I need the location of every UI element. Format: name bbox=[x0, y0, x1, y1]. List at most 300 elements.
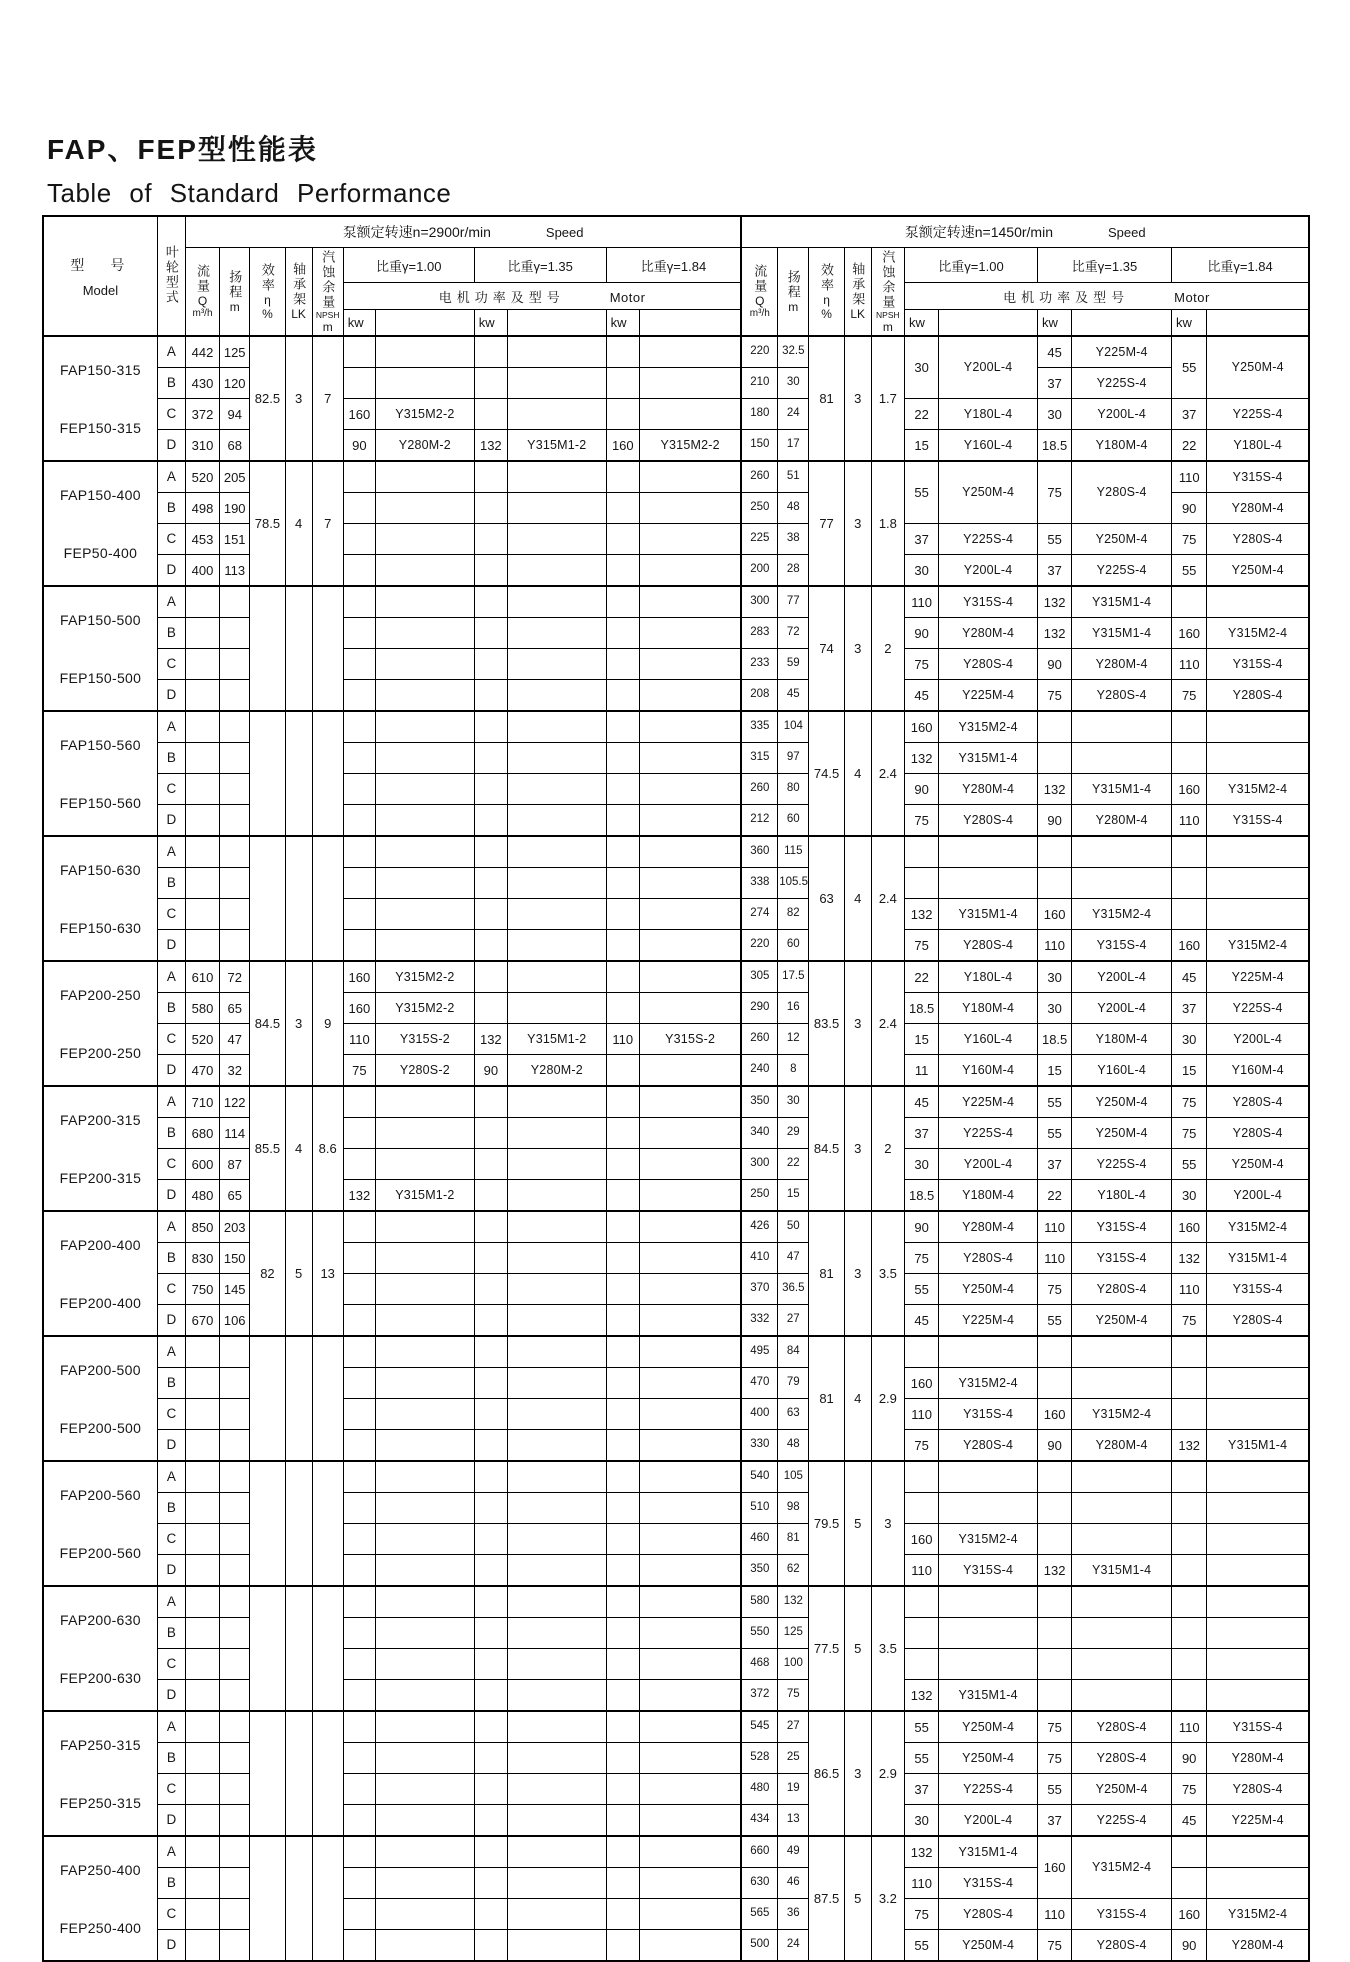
motor-model-1450-cell bbox=[1072, 1680, 1172, 1712]
motor-kw-1450-cell bbox=[1172, 1493, 1207, 1524]
motor-model-2900-cell bbox=[375, 1618, 474, 1649]
motor-model-2900-cell bbox=[507, 805, 606, 837]
motor-kw-2900-cell bbox=[343, 649, 375, 680]
motor-kw-1450-cell bbox=[1172, 743, 1207, 774]
impeller-type-cell: D bbox=[157, 930, 185, 962]
motor-model-2900-cell bbox=[375, 1555, 474, 1587]
flow-2900-cell bbox=[185, 1680, 219, 1712]
flow-1450-cell: 283 bbox=[741, 618, 777, 649]
flow-2900-cell: 610 bbox=[185, 961, 219, 993]
motor-kw-1450-cell bbox=[1037, 868, 1071, 899]
table-row bbox=[43, 743, 1309, 774]
motor-model-1450-cell: Y280S-4 bbox=[1072, 680, 1172, 712]
motor-model-1450-cell: Y280M-4 bbox=[1207, 1930, 1309, 1962]
motor-kw-1450-cell: 30 bbox=[1172, 1180, 1207, 1212]
motor-model-2900-cell bbox=[375, 1305, 474, 1337]
model-name-fap: FAP150-500 bbox=[59, 611, 141, 628]
head-2900-cell bbox=[220, 1618, 250, 1649]
motor-model-1450-cell: Y250M-4 bbox=[939, 1743, 1038, 1774]
motor-kw-1450-cell: 110 bbox=[1037, 930, 1071, 962]
bearing-2900-cell bbox=[285, 836, 312, 961]
motor-kw-2900-cell bbox=[606, 1243, 639, 1274]
motor-model-1450-cell: Y225S-4 bbox=[1072, 1149, 1172, 1180]
motor-model-2900-cell bbox=[507, 743, 606, 774]
head-2900-cell: 47 bbox=[220, 1024, 250, 1055]
table-row bbox=[43, 1836, 1309, 1868]
efficiency-header-1450 bbox=[809, 248, 844, 337]
head-1450-cell: 17.5 bbox=[778, 961, 809, 993]
motor-kw-2900-cell bbox=[474, 1274, 507, 1305]
flow-1450-cell: 340 bbox=[741, 1118, 777, 1149]
motor-kw-2900-cell bbox=[343, 1930, 375, 1962]
motor-model-1450-cell: Y225M-4 bbox=[939, 680, 1038, 712]
flow-1450-cell: 212 bbox=[741, 805, 777, 837]
flow-1450-cell: 315 bbox=[741, 743, 777, 774]
motor-model-1450-cell: Y280M-4 bbox=[1072, 649, 1172, 680]
flow-header-sym: Q bbox=[755, 293, 765, 308]
motor-model-1450-cell: Y200L-4 bbox=[939, 336, 1038, 399]
motor-model-2900-cell: Y280S-2 bbox=[375, 1055, 474, 1087]
kw-header: kw bbox=[1172, 310, 1207, 337]
motor-model-2900-cell bbox=[375, 774, 474, 805]
head-1450-cell: 105 bbox=[778, 1461, 809, 1493]
head-1450-cell: 59 bbox=[778, 649, 809, 680]
head-1450-cell: 27 bbox=[778, 1305, 809, 1337]
motor-kw-2900-cell bbox=[606, 1618, 639, 1649]
flow-2900-cell bbox=[185, 1336, 219, 1368]
flow-2900-cell bbox=[185, 1774, 219, 1805]
motor-kw-2900-cell bbox=[474, 805, 507, 837]
motor-model-2900-cell bbox=[639, 711, 741, 743]
motor-kw-1450-cell bbox=[1172, 836, 1207, 868]
flow-1450-cell: 565 bbox=[741, 1899, 777, 1930]
motor-kw-2900-cell bbox=[474, 618, 507, 649]
model-name-fap: FAP200-400 bbox=[59, 1236, 141, 1253]
motor-model-1450-cell: Y280M-4 bbox=[939, 618, 1038, 649]
motor-kw-1450-cell: 37 bbox=[1037, 1149, 1071, 1180]
flow-header-sym: Q bbox=[197, 293, 208, 308]
motor-kw-2900-cell bbox=[606, 555, 639, 587]
motor-model-2900-cell bbox=[639, 1305, 741, 1337]
motor-model-1450-cell bbox=[939, 868, 1038, 899]
head-2900-cell: 113 bbox=[220, 555, 250, 587]
motor-kw-1450-cell: 37 bbox=[904, 1118, 938, 1149]
motor-kw-1450-cell: 132 bbox=[1172, 1430, 1207, 1462]
motor-kw-2900-cell bbox=[343, 711, 375, 743]
efficiency-1450-cell: 74.5 bbox=[809, 711, 844, 836]
motor-model-1450-cell: Y160M-4 bbox=[1207, 1055, 1309, 1087]
motor-model-1450-cell bbox=[939, 1649, 1038, 1680]
motor-kw-2900-cell bbox=[343, 836, 375, 868]
head-1450-cell: 51 bbox=[778, 461, 809, 493]
motor-kw-1450-cell: 55 bbox=[904, 1743, 938, 1774]
model-cell bbox=[43, 836, 157, 961]
npsh-1450-cell: 2.9 bbox=[871, 1336, 904, 1461]
motor-model-1450-cell: Y180M-4 bbox=[1072, 430, 1172, 462]
motor-model-2900-cell bbox=[639, 1680, 741, 1712]
motor-kw-1450-cell: 55 bbox=[904, 1274, 938, 1305]
bearing-2900-cell bbox=[285, 1336, 312, 1461]
model-name-group bbox=[45, 466, 156, 582]
head-1450-cell: 104 bbox=[778, 711, 809, 743]
motor-kw-2900-cell bbox=[474, 493, 507, 524]
efficiency-1450-cell: 81 bbox=[809, 336, 844, 461]
motor-kw-1450-cell: 132 bbox=[904, 743, 938, 774]
head-1450-cell: 80 bbox=[778, 774, 809, 805]
head-2900-cell bbox=[220, 774, 250, 805]
impeller-type-cell: B bbox=[157, 1118, 185, 1149]
motor-model-1450-cell bbox=[939, 836, 1038, 868]
table-row bbox=[43, 586, 1309, 618]
motor-kw-1450-cell: 110 bbox=[1172, 649, 1207, 680]
motor-kw-1450-cell: 132 bbox=[1037, 618, 1071, 649]
motor-kw-2900-cell bbox=[474, 555, 507, 587]
head-2900-cell: 145 bbox=[220, 1274, 250, 1305]
motor-model-2900-cell bbox=[639, 586, 741, 618]
motor-model-1450-cell: Y200L-4 bbox=[939, 1805, 1038, 1837]
motor-kw-1450-cell: 132 bbox=[1037, 774, 1071, 805]
motor-kw-2900-cell bbox=[343, 493, 375, 524]
motor-model-2900-cell bbox=[639, 368, 741, 399]
efficiency-2900-cell: 78.5 bbox=[250, 461, 285, 586]
motor-kw-1450-cell: 55 bbox=[904, 461, 938, 524]
table-row bbox=[43, 868, 1309, 899]
flow-2900-cell: 310 bbox=[185, 430, 219, 462]
motor-model-2900-cell bbox=[507, 680, 606, 712]
model-cell bbox=[43, 1836, 157, 1961]
motor-kw-2900-cell bbox=[606, 399, 639, 430]
flow-2900-cell bbox=[185, 649, 219, 680]
impeller-type-cell: C bbox=[157, 399, 185, 430]
motor-kw-1450-cell bbox=[1037, 1524, 1071, 1555]
model-name-group bbox=[45, 1341, 156, 1457]
flow-1450-cell: 426 bbox=[741, 1211, 777, 1243]
motor-kw-1450-cell: 160 bbox=[1172, 774, 1207, 805]
motor-kw-1450-cell: 18.5 bbox=[904, 1180, 938, 1212]
bearing-1450-cell: 3 bbox=[844, 1711, 871, 1836]
table-body bbox=[43, 336, 1309, 1961]
motor-kw-1450-cell: 55 bbox=[1037, 1774, 1071, 1805]
motor-model-header bbox=[375, 310, 474, 337]
motor-model-2900-cell bbox=[639, 1336, 741, 1368]
motor-model-1450-cell bbox=[1072, 1461, 1172, 1493]
motor-kw-1450-cell: 110 bbox=[1037, 1211, 1071, 1243]
model-name-group bbox=[45, 1841, 156, 1957]
model-name-fep: FEP200-315 bbox=[59, 1169, 142, 1186]
motor-model-1450-cell: Y315M2-4 bbox=[1207, 1211, 1309, 1243]
motor-kw-1450-cell: 18.5 bbox=[1037, 430, 1071, 462]
head-1450-cell: 84 bbox=[778, 1336, 809, 1368]
motor-model-1450-cell bbox=[1072, 1649, 1172, 1680]
motor-model-2900-cell bbox=[375, 1868, 474, 1899]
flow-1450-cell: 370 bbox=[741, 1274, 777, 1305]
motor-kw-1450-cell: 160 bbox=[1172, 930, 1207, 962]
impeller-type-cell: C bbox=[157, 1399, 185, 1430]
table-row bbox=[43, 1149, 1309, 1180]
flow-2900-cell bbox=[185, 1836, 219, 1868]
motor-kw-1450-cell bbox=[904, 1461, 938, 1493]
motor-kw-1450-cell: 90 bbox=[904, 774, 938, 805]
model-name-fep: FEP250-315 bbox=[59, 1794, 142, 1811]
npsh-1450-cell: 1.8 bbox=[871, 461, 904, 586]
motor-model-1450-cell: Y250M-4 bbox=[939, 461, 1038, 524]
motor-kw-1450-cell bbox=[1172, 1586, 1207, 1618]
sg135-header-2900: 比重γ=1.35 bbox=[474, 248, 606, 283]
motor-model-header bbox=[507, 310, 606, 337]
head-1450-cell: 8 bbox=[778, 1055, 809, 1087]
model-name-fap: FAP200-560 bbox=[59, 1486, 141, 1503]
motor-kw-1450-cell bbox=[1037, 711, 1071, 743]
model-name-fap: FAP200-315 bbox=[59, 1111, 141, 1128]
flow-1450-cell: 200 bbox=[741, 555, 777, 587]
bearing-2900-cell: 4 bbox=[285, 1086, 312, 1211]
head-2900-cell bbox=[220, 1555, 250, 1587]
motor-kw-1450-cell bbox=[1172, 1368, 1207, 1399]
motor-model-2900-cell bbox=[507, 493, 606, 524]
bearing-2900-cell bbox=[285, 586, 312, 711]
flow-1450-cell: 350 bbox=[741, 1086, 777, 1118]
table-row bbox=[43, 1118, 1309, 1149]
flow-2900-cell bbox=[185, 774, 219, 805]
flow-2900-cell: 600 bbox=[185, 1149, 219, 1180]
motor-model-2900-cell bbox=[507, 930, 606, 962]
npsh-1450-cell: 2.4 bbox=[871, 961, 904, 1086]
head-2900-cell bbox=[220, 1680, 250, 1712]
head-2900-cell: 65 bbox=[220, 993, 250, 1024]
npsh-2900-cell: 7 bbox=[312, 336, 343, 461]
motor-kw-1450-cell: 132 bbox=[1037, 586, 1071, 618]
motor-kw-2900-cell: 75 bbox=[343, 1055, 375, 1087]
model-name-group bbox=[45, 341, 156, 457]
motor-kw-2900-cell bbox=[606, 368, 639, 399]
motor-model-1450-cell: Y225S-4 bbox=[939, 524, 1038, 555]
motor-model-2900-cell bbox=[639, 1118, 741, 1149]
table-row bbox=[43, 680, 1309, 712]
flow-2900-cell bbox=[185, 1743, 219, 1774]
motor-kw-2900-cell bbox=[474, 1461, 507, 1493]
motor-kw-1450-cell: 18.5 bbox=[1037, 1024, 1071, 1055]
motor-kw-1450-cell: 110 bbox=[904, 1399, 938, 1430]
motor-kw-2900-cell bbox=[474, 1211, 507, 1243]
motor-kw-1450-cell bbox=[1172, 711, 1207, 743]
head-2900-cell: 72 bbox=[220, 961, 250, 993]
head-1450-cell: 13 bbox=[778, 1805, 809, 1837]
motor-kw-1450-cell: 160 bbox=[904, 1524, 938, 1555]
flow-1450-cell: 434 bbox=[741, 1805, 777, 1837]
head-2900-cell bbox=[220, 618, 250, 649]
flow-2900-cell bbox=[185, 1493, 219, 1524]
motor-model-1450-cell bbox=[1207, 1868, 1309, 1899]
head-1450-cell: 29 bbox=[778, 1118, 809, 1149]
head-header-1450 bbox=[778, 248, 809, 337]
motor-kw-1450-cell bbox=[904, 868, 938, 899]
motor-kw-2900-cell bbox=[606, 524, 639, 555]
flow-2900-cell bbox=[185, 1618, 219, 1649]
model-name-fep: FEP200-250 bbox=[59, 1044, 142, 1061]
bearing-header-zh: 轴承架 bbox=[850, 262, 866, 308]
motor-kw-2900-cell bbox=[343, 1586, 375, 1618]
model-name-fep: FEP200-400 bbox=[59, 1294, 142, 1311]
motor-kw-2900-cell bbox=[474, 1586, 507, 1618]
impeller-type-cell: D bbox=[157, 1680, 185, 1712]
impeller-type-cell: C bbox=[157, 1774, 185, 1805]
motor-model-2900-cell bbox=[507, 1430, 606, 1462]
motor-kw-1450-cell: 75 bbox=[1172, 1118, 1207, 1149]
motor-model-1450-cell: Y225S-4 bbox=[939, 1774, 1038, 1805]
head-2900-cell: 125 bbox=[220, 336, 250, 368]
motor-model-2900-cell bbox=[375, 555, 474, 587]
motor-header-zh: 电机功率及型号 bbox=[1003, 289, 1130, 305]
motor-model-1450-cell: Y225S-4 bbox=[1072, 555, 1172, 587]
motor-kw-1450-cell: 37 bbox=[1037, 555, 1071, 587]
motor-kw-2900-cell bbox=[343, 1086, 375, 1118]
efficiency-2900-cell: 84.5 bbox=[250, 961, 285, 1086]
flow-1450-cell: 460 bbox=[741, 1524, 777, 1555]
flow-1450-cell: 210 bbox=[741, 368, 777, 399]
motor-kw-1450-cell: 132 bbox=[904, 1680, 938, 1712]
motor-kw-2900-cell bbox=[606, 868, 639, 899]
motor-model-2900-cell bbox=[375, 586, 474, 618]
motor-model-2900-cell bbox=[375, 711, 474, 743]
motor-model-1450-cell: Y280S-4 bbox=[939, 649, 1038, 680]
motor-model-1450-cell: Y315S-4 bbox=[1207, 1274, 1309, 1305]
motor-kw-1450-cell bbox=[1037, 743, 1071, 774]
motor-model-1450-cell: Y225M-4 bbox=[1207, 1805, 1309, 1837]
table-row bbox=[43, 993, 1309, 1024]
head-1450-cell: 38 bbox=[778, 524, 809, 555]
motor-model-2900-cell: Y315M2-2 bbox=[639, 430, 741, 462]
motor-model-2900-cell: Y315S-2 bbox=[375, 1024, 474, 1055]
motor-kw-1450-cell: 37 bbox=[904, 1774, 938, 1805]
table-row bbox=[43, 1899, 1309, 1930]
motor-kw-1450-cell: 160 bbox=[904, 711, 938, 743]
motor-model-1450-cell: Y315M1-4 bbox=[1072, 774, 1172, 805]
motor-kw-1450-cell: 30 bbox=[1037, 399, 1071, 430]
head-1450-cell: 22 bbox=[778, 1149, 809, 1180]
flow-1450-cell: 300 bbox=[741, 1149, 777, 1180]
motor-kw-2900-cell bbox=[606, 1805, 639, 1837]
motor-kw-1450-cell: 75 bbox=[1037, 680, 1071, 712]
efficiency-2900-cell bbox=[250, 1336, 285, 1461]
efficiency-2900-cell: 85.5 bbox=[250, 1086, 285, 1211]
efficiency-2900-cell bbox=[250, 1461, 285, 1586]
bearing-2900-cell: 3 bbox=[285, 336, 312, 461]
motor-model-1450-cell bbox=[1207, 1680, 1309, 1712]
motor-model-2900-cell bbox=[507, 1461, 606, 1493]
motor-model-2900-cell bbox=[507, 524, 606, 555]
bearing-2900-cell bbox=[285, 711, 312, 836]
motor-kw-1450-cell bbox=[1172, 1868, 1207, 1899]
motor-kw-1450-cell: 55 bbox=[1037, 1086, 1071, 1118]
head-1450-cell: 27 bbox=[778, 1711, 809, 1743]
motor-kw-2900-cell bbox=[606, 961, 639, 993]
head-header-unit: m bbox=[788, 299, 799, 314]
impeller-type-cell: D bbox=[157, 430, 185, 462]
npsh-1450-cell: 3.5 bbox=[871, 1211, 904, 1336]
motor-kw-2900-cell: 132 bbox=[474, 430, 507, 462]
impeller-type-cell: A bbox=[157, 1836, 185, 1868]
impeller-type-cell: C bbox=[157, 649, 185, 680]
motor-model-1450-cell: Y250M-4 bbox=[1072, 1086, 1172, 1118]
motor-model-1450-cell: Y200L-4 bbox=[1207, 1024, 1309, 1055]
motor-model-2900-cell bbox=[375, 743, 474, 774]
flow-2900-cell bbox=[185, 805, 219, 837]
motor-kw-2900-cell bbox=[474, 743, 507, 774]
head-1450-cell: 62 bbox=[778, 1555, 809, 1587]
flow-2900-cell bbox=[185, 1524, 219, 1555]
impeller-type-cell: D bbox=[157, 1055, 185, 1087]
motor-model-2900-cell bbox=[507, 649, 606, 680]
head-2900-cell bbox=[220, 868, 250, 899]
motor-model-1450-cell: Y315M1-4 bbox=[939, 1836, 1038, 1868]
motor-model-1450-cell: Y180M-4 bbox=[1072, 1024, 1172, 1055]
motor-kw-1450-cell bbox=[1172, 868, 1207, 899]
motor-kw-2900-cell: 160 bbox=[606, 430, 639, 462]
flow-1450-cell: 545 bbox=[741, 1711, 777, 1743]
motor-model-2900-cell bbox=[375, 930, 474, 962]
motor-kw-2900-cell: 160 bbox=[343, 961, 375, 993]
motor-kw-1450-cell: 30 bbox=[904, 1805, 938, 1837]
table-row bbox=[43, 1774, 1309, 1805]
speed-2900-header bbox=[185, 216, 741, 248]
motor-model-2900-cell bbox=[639, 555, 741, 587]
flow-1450-cell: 630 bbox=[741, 1868, 777, 1899]
motor-kw-2900-cell: 132 bbox=[343, 1180, 375, 1212]
npsh-2900-cell: 8.6 bbox=[312, 1086, 343, 1211]
model-name-fep: FEP150-560 bbox=[59, 794, 142, 811]
head-1450-cell: 132 bbox=[778, 1586, 809, 1618]
kw-header: kw bbox=[474, 310, 507, 337]
motor-kw-2900-cell bbox=[474, 1430, 507, 1462]
npsh-2900-cell bbox=[312, 586, 343, 711]
impeller-type-cell: A bbox=[157, 461, 185, 493]
head-2900-cell: 205 bbox=[220, 461, 250, 493]
head-1450-cell: 28 bbox=[778, 555, 809, 587]
motor-model-1450-cell: Y200L-4 bbox=[1072, 993, 1172, 1024]
motor-kw-2900-cell bbox=[606, 1461, 639, 1493]
motor-kw-1450-cell: 30 bbox=[1037, 993, 1071, 1024]
motor-model-1450-cell: Y315S-4 bbox=[939, 1868, 1038, 1899]
model-name-fep: FEP150-630 bbox=[59, 919, 142, 936]
flow-2900-cell bbox=[185, 1461, 219, 1493]
motor-model-1450-cell: Y280M-4 bbox=[939, 1211, 1038, 1243]
motor-kw-2900-cell bbox=[606, 1868, 639, 1899]
motor-model-2900-cell bbox=[375, 1430, 474, 1462]
motor-kw-1450-cell: 75 bbox=[1037, 461, 1071, 524]
motor-kw-1450-cell: 90 bbox=[904, 618, 938, 649]
head-2900-cell: 190 bbox=[220, 493, 250, 524]
motor-model-1450-cell bbox=[1207, 743, 1309, 774]
table-row bbox=[43, 336, 1309, 368]
motor-kw-1450-cell bbox=[1037, 1680, 1071, 1712]
flow-2900-cell bbox=[185, 1555, 219, 1587]
flow-1450-cell: 208 bbox=[741, 680, 777, 712]
head-2900-cell bbox=[220, 1336, 250, 1368]
npsh-header-unit: m bbox=[882, 319, 893, 334]
motor-model-2900-cell bbox=[639, 1711, 741, 1743]
flow-2900-cell bbox=[185, 680, 219, 712]
motor-kw-1450-cell: 132 bbox=[904, 899, 938, 930]
flow-header-zh: 流量 bbox=[752, 263, 768, 294]
motor-kw-2900-cell bbox=[474, 336, 507, 368]
motor-kw-1450-cell bbox=[1037, 836, 1071, 868]
impeller-type-cell: C bbox=[157, 1524, 185, 1555]
motor-kw-2900-cell bbox=[606, 711, 639, 743]
model-name-fep: FEP50-400 bbox=[63, 544, 138, 561]
impeller-type-cell: A bbox=[157, 1086, 185, 1118]
flow-header-unit: m³/h bbox=[749, 307, 770, 319]
motor-model-1450-cell: Y315M1-4 bbox=[939, 743, 1038, 774]
